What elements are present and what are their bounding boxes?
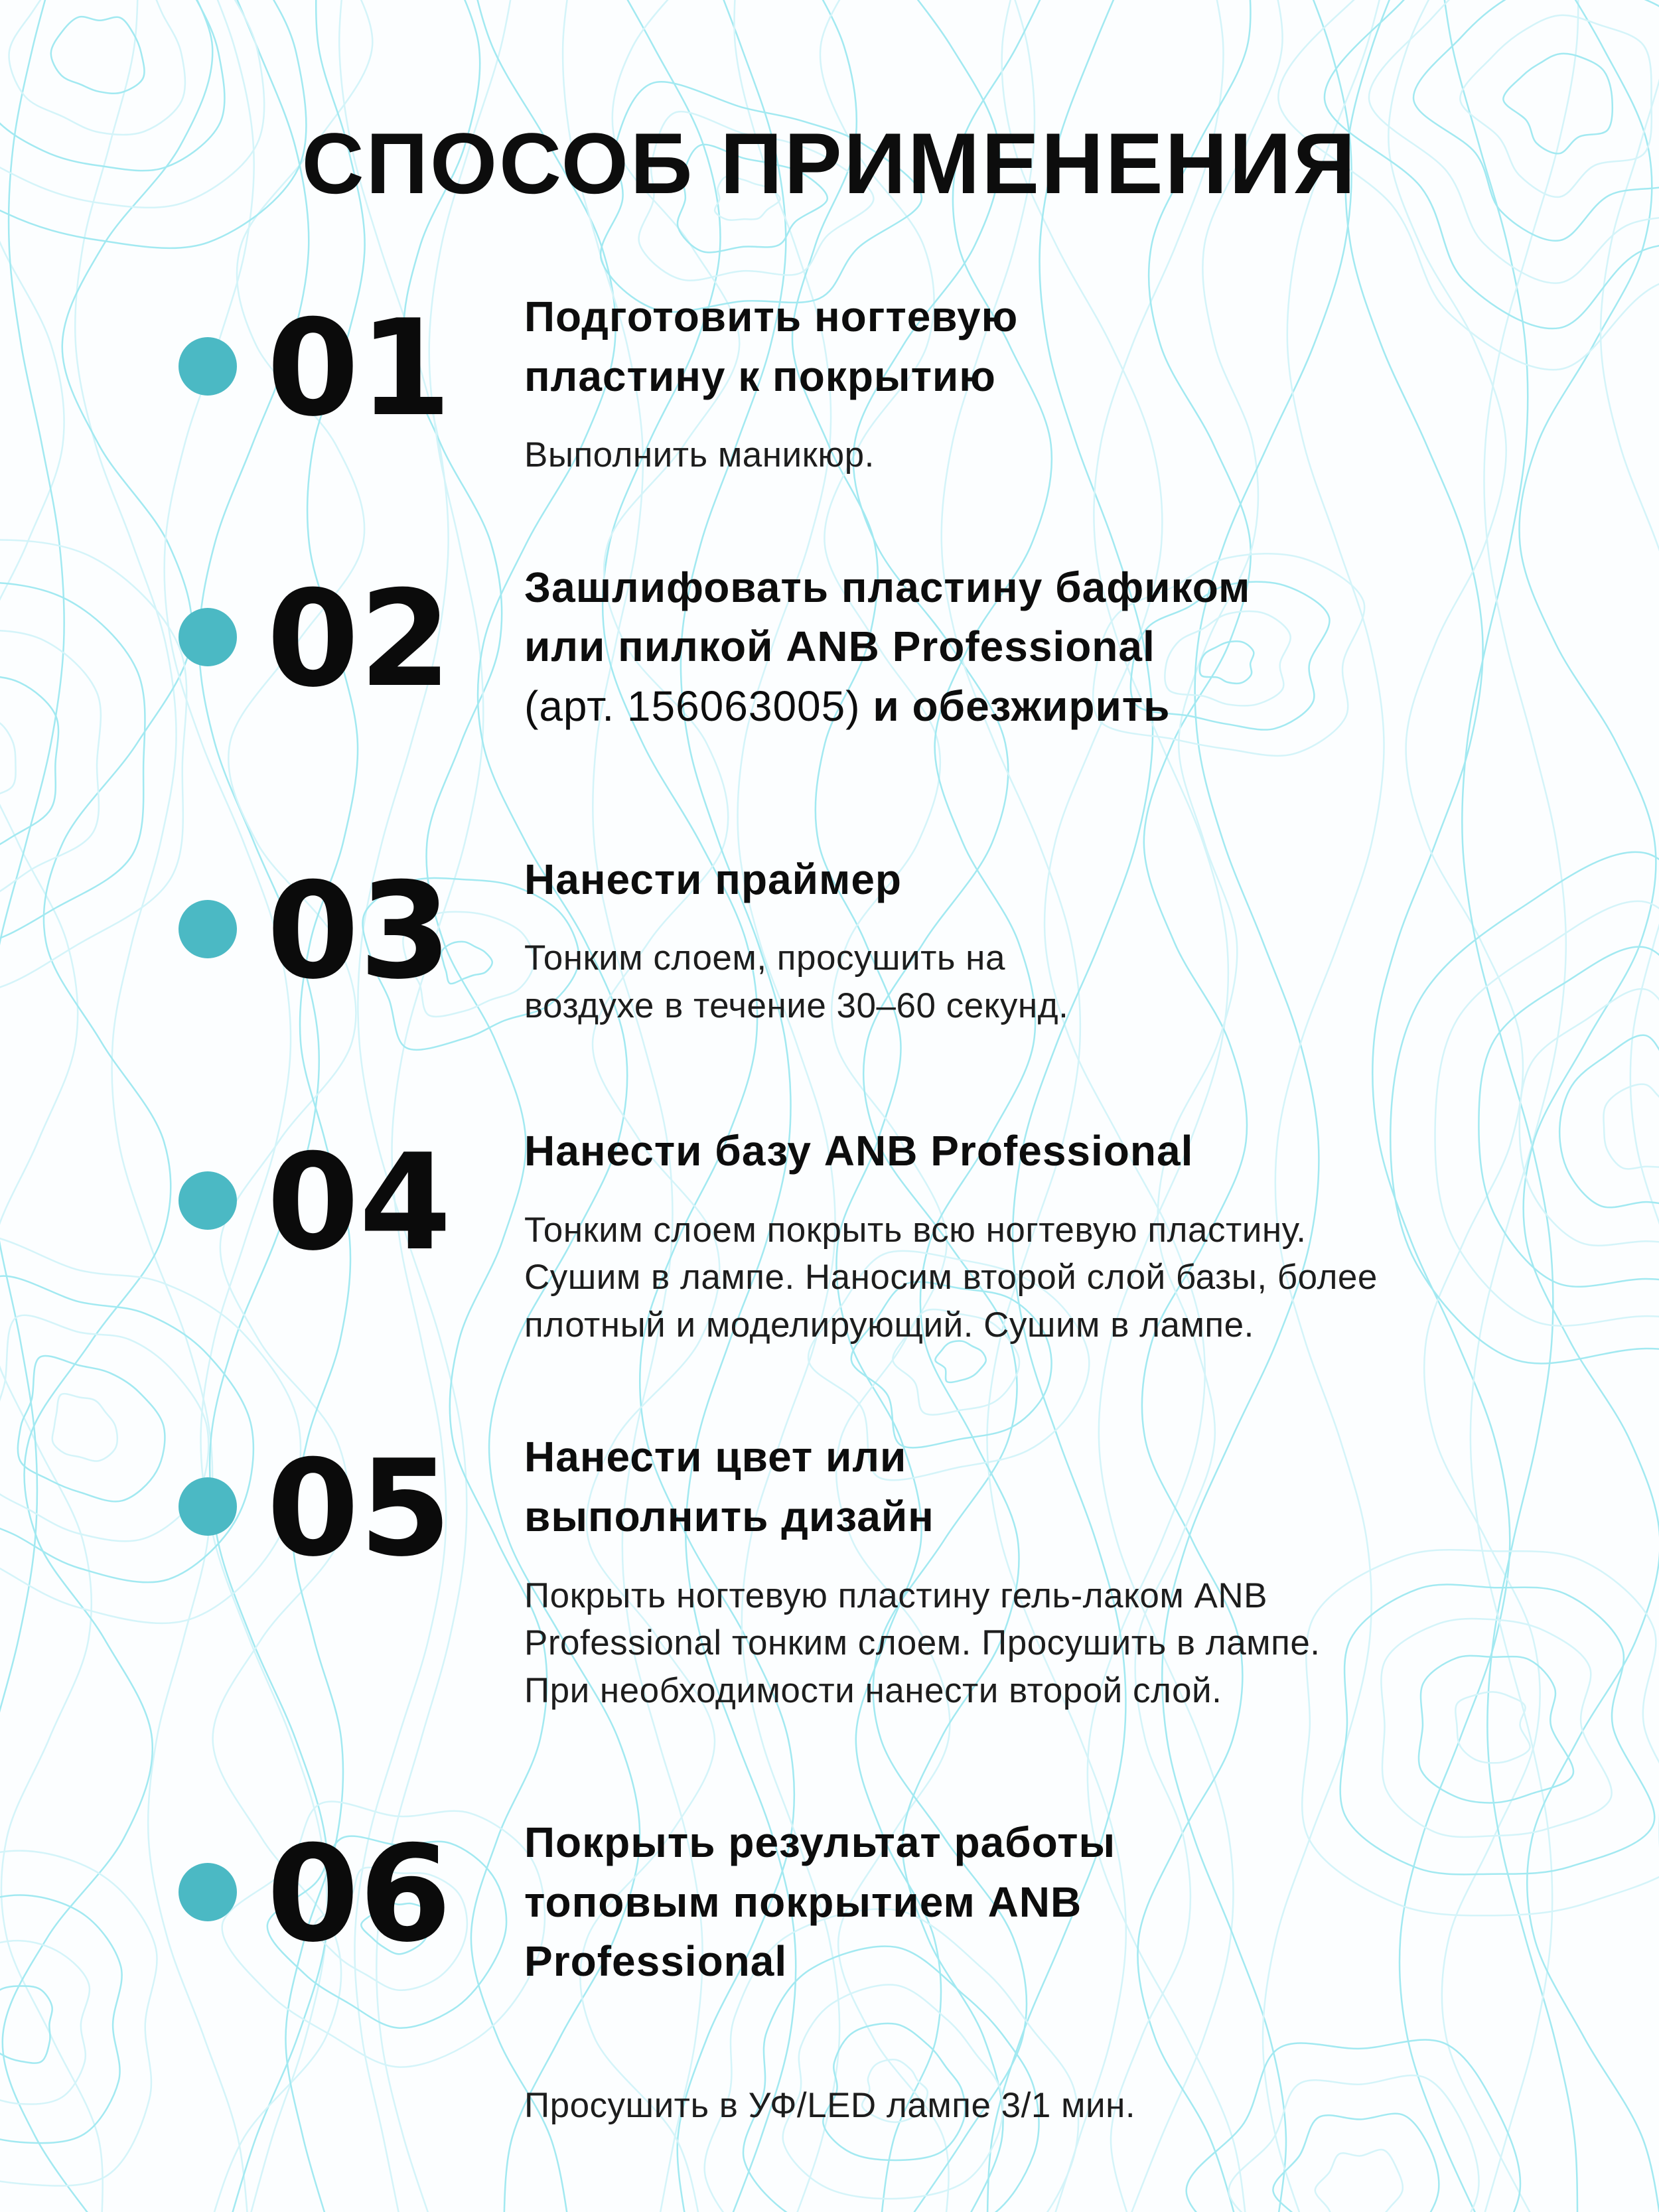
step-item — [0, 287, 1659, 479]
step-number: 04 — [267, 1126, 452, 1281]
step-bullet-dot — [179, 608, 237, 666]
step-bullet-dot — [179, 1477, 237, 1536]
step-item — [0, 1428, 1659, 1714]
step-content — [524, 287, 1659, 479]
step-item — [0, 558, 1659, 737]
step-item — [0, 1813, 1659, 2129]
step-number: 06 — [267, 1817, 452, 1972]
step-content — [524, 850, 1659, 1030]
step-item — [0, 850, 1659, 1030]
step-heading: Подготовить ногтевую пластину к покрытию — [524, 293, 1019, 400]
step-content — [524, 1122, 1659, 1349]
step-content — [524, 1428, 1659, 1714]
step-heading: Нанести праймер — [524, 855, 902, 903]
step-body: Тонким слоем покрыть всю ногтевую пластину. Сушим в лампе. Наносим второй слой базы, более плотный и моделирующий. Сушим в лампе. — [524, 1210, 1378, 1345]
step-content — [524, 1813, 1659, 2129]
step-heading: Зашлифовать пластину бафиком или пилкой ANB Professional (арт. 156063005) и обезжирить — [524, 563, 1251, 730]
step-body: Выполнить маникюр. — [524, 435, 875, 475]
step-content — [524, 558, 1659, 737]
step-item — [0, 1122, 1659, 1349]
step-body: Тонким слоем, просушить на воздухе в течение 30–60 секунд. — [524, 938, 1069, 1025]
step-body: Покрыть ногтевую пластину гель-лаком ANB Professional тонким слоем. Просушить в лампе. При необходимости нанести второй слой. — [524, 1576, 1321, 1710]
step-heading: Покрыть результат работы топовым покрытием ANB Professional — [524, 1818, 1116, 1986]
content — [0, 111, 1659, 2130]
steps-list — [0, 215, 1659, 2130]
step-body: Просушить в УФ/LED лампе 3/1 мин. — [524, 2086, 1136, 2126]
page-title: СПОСОБ ПРИМЕНЕНИЯ — [301, 115, 1358, 212]
step-number: 05 — [267, 1432, 452, 1587]
step-number: 01 — [267, 291, 452, 446]
step-bullet-dot — [179, 1863, 237, 1921]
step-number: 03 — [267, 853, 452, 1009]
step-bullet-dot — [179, 1171, 237, 1230]
step-heading: Нанести базу ANB Professional — [524, 1127, 1194, 1175]
step-heading: Нанести цвет или выполнить дизайн — [524, 1433, 934, 1541]
step-bullet-dot — [179, 337, 237, 396]
step-number: 02 — [267, 561, 452, 717]
step-bullet-dot — [179, 900, 237, 958]
